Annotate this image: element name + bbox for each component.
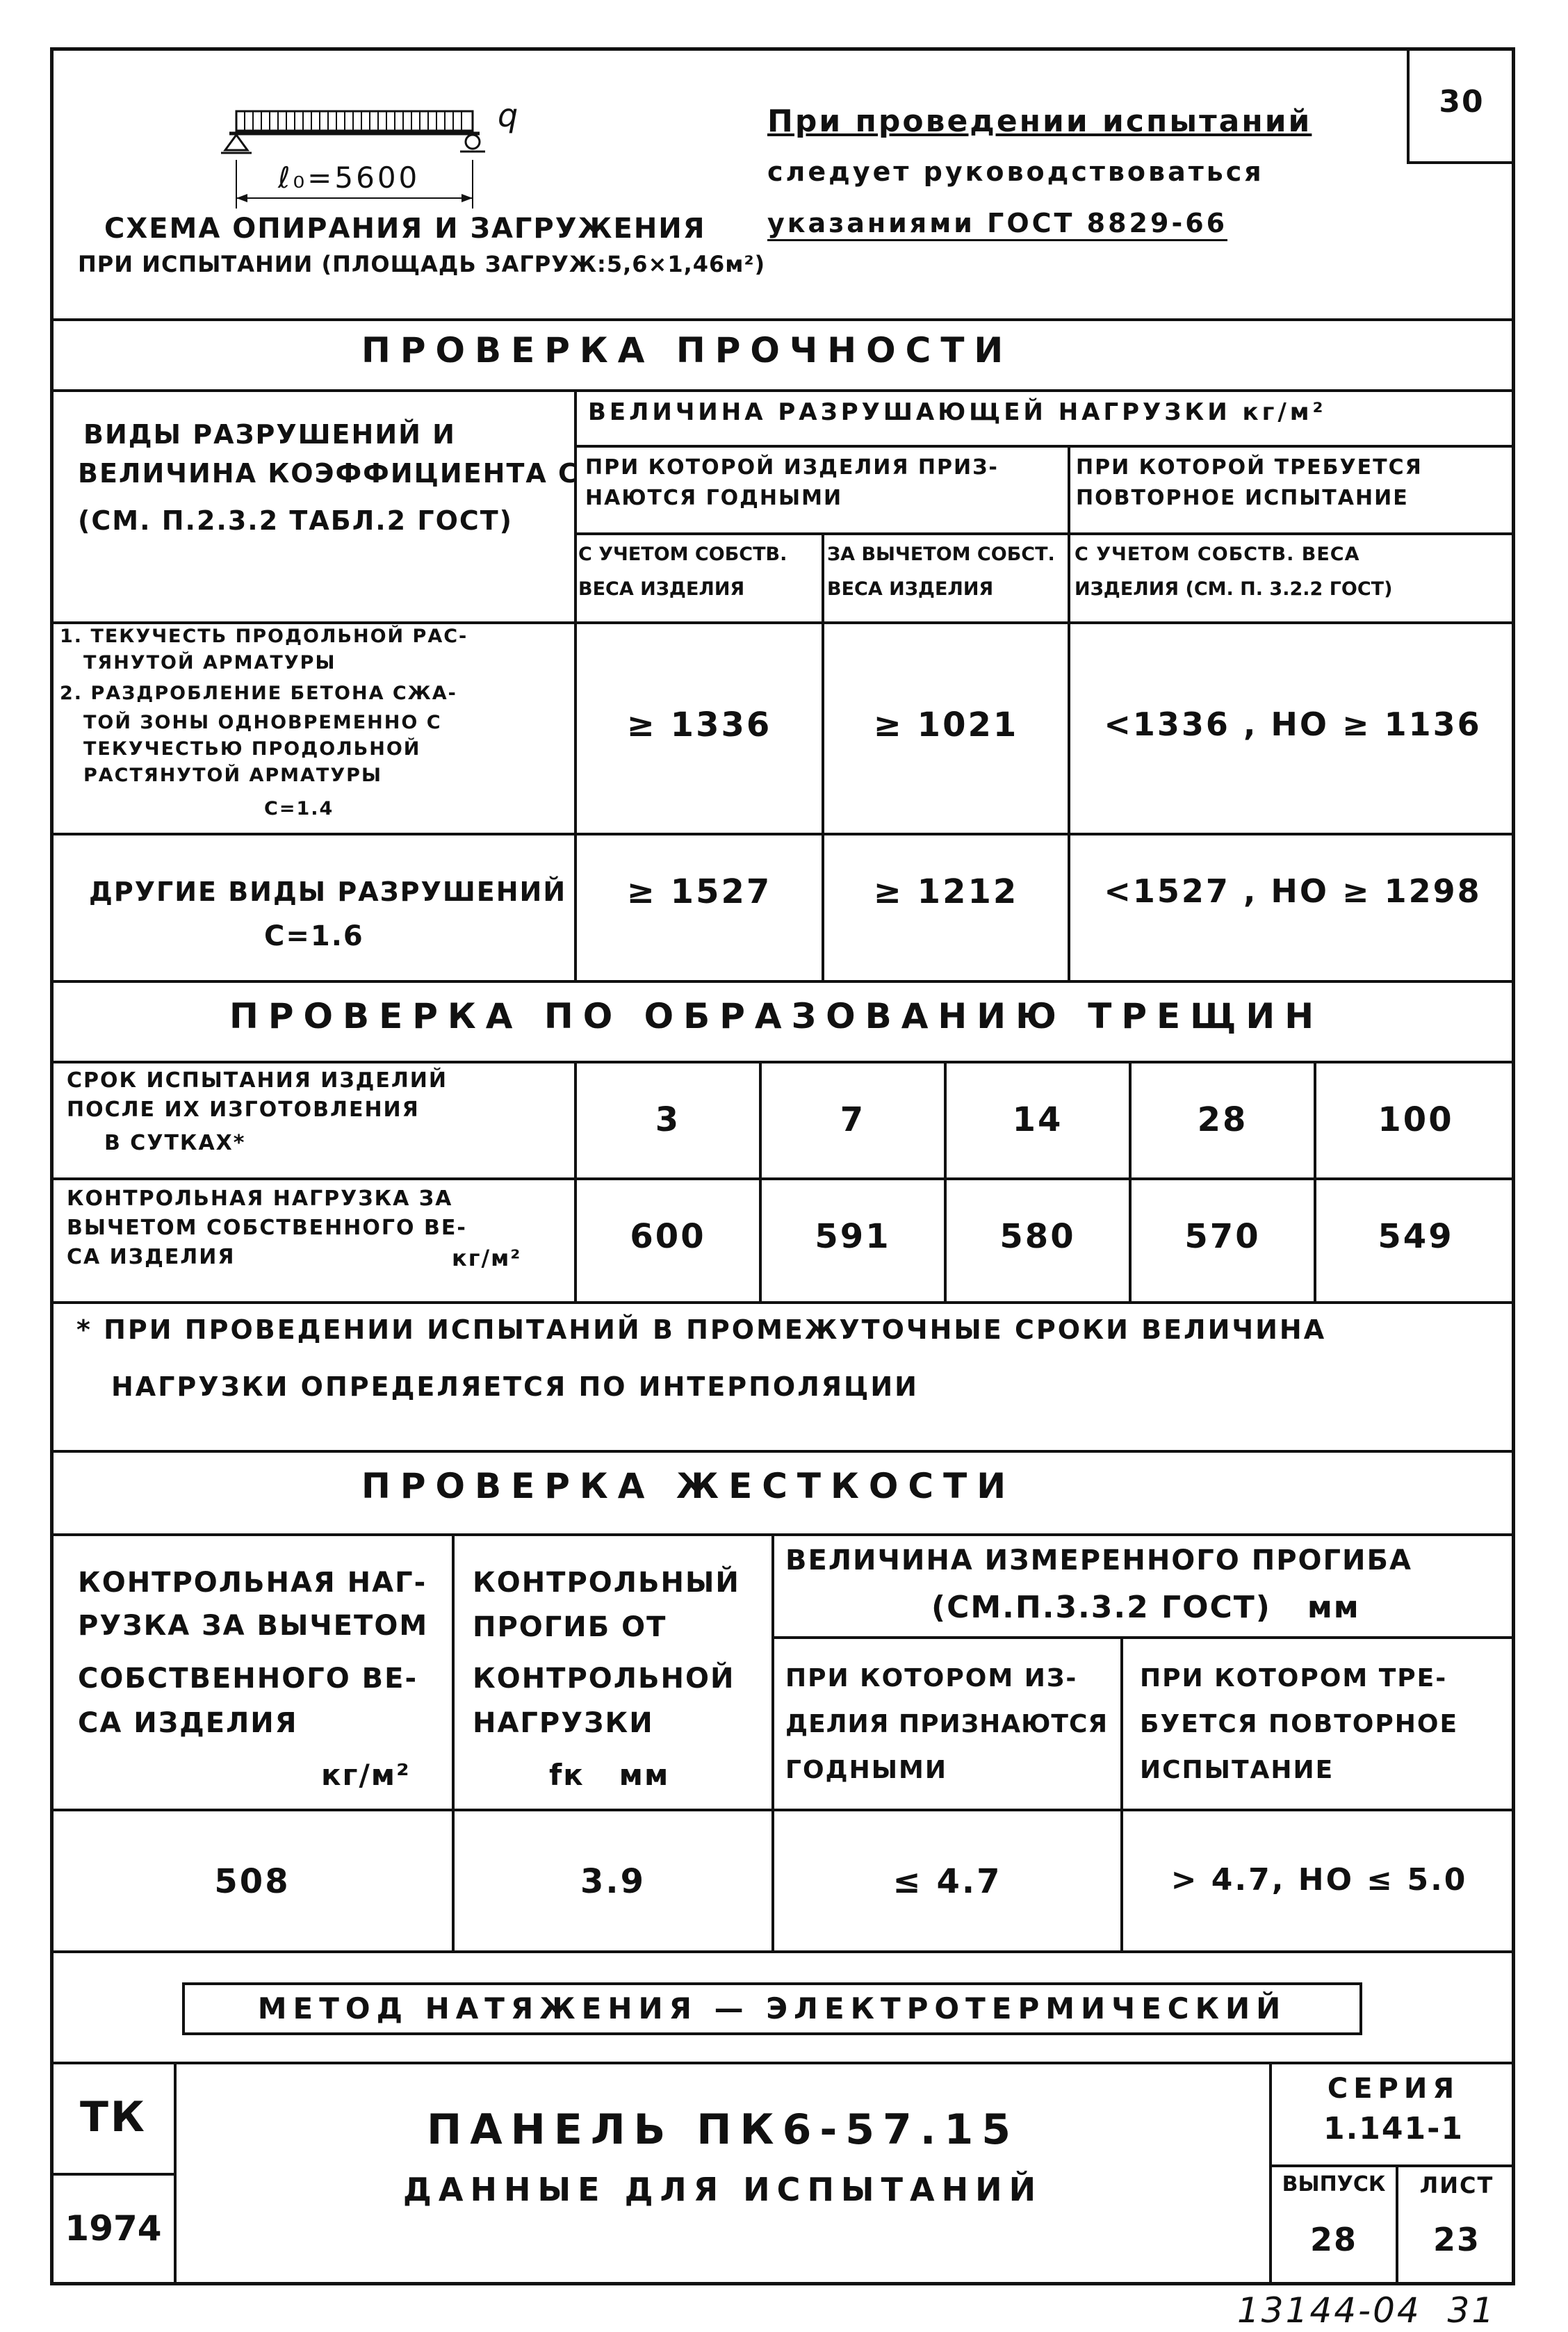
stiffness-value-fit: ≤ 4.7 (892, 1862, 1002, 1901)
stiffness-col3a: ДЕЛИЯ ПРИЗНАЮТСЯ (785, 1710, 1109, 1738)
strength-row2-desc: С=1.6 (264, 920, 364, 952)
cracks-row1-label: СРОК ИСПЫТАНИЯ ИЗДЕЛИЙ (67, 1068, 448, 1093)
stiffness-col2: КОНТРОЛЬНОЙ (473, 1663, 735, 1695)
stamp-series-label: СЕРИЯ (1327, 2073, 1460, 2105)
schema-load-label: q (498, 97, 520, 134)
strength-grid (574, 532, 1515, 535)
stiffness-value-load: 508 (214, 1862, 291, 1901)
strength-title: ПРОВЕРКА ПРОЧНОСТИ (361, 330, 1013, 370)
strength-col-types-2: ВЕЛИЧИНА КОЭФФИЦИЕНТА С (78, 458, 579, 489)
strength-sub-without-1: ЗА ВЫЧЕТОМ СОБСТ. (827, 544, 1055, 565)
cracks-day-100: 100 (1378, 1100, 1454, 1139)
cracks-grid (759, 1061, 762, 1301)
stiffness-grid (50, 1809, 1515, 1811)
stiffness-col3b: ПРИ КОТОРОМ ТРЕ- (1140, 1664, 1448, 1693)
strength-sub-retest-2: ИЗДЕЛИЯ (СМ. П. 3.2.2 ГОСТ) (1075, 578, 1393, 600)
stiffness-col3b: ИСПЫТАНИЕ (1140, 1756, 1334, 1784)
stiffness-col3-title: (СМ.П.3.3.2 ГОСТ) мм (931, 1590, 1360, 1625)
stiffness-value-deflection: 3.9 (580, 1862, 646, 1901)
divider (50, 980, 1515, 983)
stamp-title: ПАНЕЛЬ ПК6-57.15 (427, 2105, 1019, 2154)
cracks-day-3: 3 (655, 1100, 681, 1139)
cracks-day-28: 28 (1197, 1100, 1248, 1139)
stamp-sheet-label: ЛИСТ (1419, 2172, 1494, 2199)
stiffness-grid (771, 1636, 1515, 1639)
schema-span-label: ℓ₀=5600 (278, 161, 420, 195)
cracks-row2-label: СА ИЗДЕЛИЯ (67, 1245, 236, 1269)
divider (50, 389, 1515, 392)
stiffness-col2: ПРОГИБ ОТ (473, 1611, 667, 1643)
strength-row1-retest: <1336 , НО ≥ 1136 (1104, 706, 1482, 743)
stamp-subtitle: ДАННЫЕ ДЛЯ ИСПЫТАНИЙ (402, 2171, 1043, 2208)
strength-row2-retest: <1527 , НО ≥ 1298 (1104, 872, 1482, 910)
cracks-note-2: НАГРУЗКИ ОПРЕДЕЛЯЕТСЯ ПО ИНТЕРПОЛЯЦИИ (111, 1371, 919, 1402)
stamp-sheet: 23 (1432, 2221, 1480, 2258)
stiffness-grid (1120, 1636, 1123, 1950)
cracks-grid (944, 1061, 947, 1301)
cracks-note-1: * ПРИ ПРОВЕДЕНИИ ИСПЫТАНИЙ В ПРОМЕЖУТОЧНЫЕ СРОКИ ВЕЛИЧИНА (76, 1314, 1327, 1345)
stiffness-col2: НАГРУЗКИ (473, 1707, 654, 1739)
stamp-grid (50, 2173, 175, 2176)
stamp-grid (1269, 2164, 1515, 2167)
strength-row2-desc: ДРУГИЕ ВИДЫ РАЗРУШЕНИЙ (89, 876, 567, 907)
cracks-row2-label: ВЫЧЕТОМ СОБСТВЕННОГО ВЕ- (67, 1216, 467, 1240)
strength-row2-without: ≥ 1212 (873, 872, 1019, 911)
strength-grid (50, 621, 1515, 624)
stiffness-col3a: ПРИ КОТОРОМ ИЗ- (785, 1664, 1078, 1693)
stiffness-col3b: БУЕТСЯ ПОВТОРНОЕ (1140, 1710, 1459, 1738)
strength-grid (822, 532, 824, 980)
strength-row1-desc: ТОЙ ЗОНЫ ОДНОВРЕМЕННО С (83, 712, 442, 733)
strength-row1-desc: ТЕКУЧЕСТЬЮ ПРОДОЛЬНОЙ (83, 738, 421, 760)
strength-col-fit-1: ПРИ КОТОРОЙ ИЗДЕЛИЯ ПРИЗ- (585, 455, 999, 480)
cracks-load-7: 591 (815, 1217, 891, 1256)
schema-caption-1: СХЕМА ОПИРАНИЯ И ЗАГРУЖЕНИЯ (104, 213, 706, 245)
strength-sub-without-2: ВЕСА ИЗДЕЛИЯ (827, 578, 994, 600)
stiffness-col3a: ГОДНЫМИ (785, 1756, 947, 1784)
cracks-title: ПРОВЕРКА ПО ОБРАЗОВАНИЮ ТРЕЩИН (229, 996, 1324, 1036)
stamp-issue: 28 (1309, 2221, 1357, 2258)
cracks-load-3: 600 (630, 1217, 706, 1256)
strength-grid (574, 445, 1515, 448)
cracks-row2-unit: кг/м² (452, 1245, 522, 1271)
cracks-grid (50, 1177, 1515, 1180)
stiffness-value-retest: > 4.7, НО ≤ 5.0 (1170, 1862, 1468, 1898)
strength-col-types-1: ВИДЫ РАЗРУШЕНИЙ И (83, 419, 456, 450)
divider (50, 1533, 1515, 1536)
strength-row2-with: ≥ 1527 (626, 872, 772, 911)
cracks-day-7: 7 (840, 1100, 866, 1139)
strength-sub-retest-1: С УЧЕТОМ СОБСТВ. ВЕСА (1075, 544, 1360, 565)
instructions-line-1: При проведении испытаний (767, 104, 1312, 139)
sheet-corner-number: 30 (1439, 84, 1485, 120)
stiffness-col3-title: ВЕЛИЧИНА ИЗМЕРЕННОГО ПРОГИБА (785, 1544, 1412, 1576)
handwritten-footer: 13144-04 31 (1237, 2290, 1496, 2331)
cracks-row2-label: КОНТРОЛЬНАЯ НАГРУЗКА ЗА (67, 1187, 453, 1211)
stiffness-col1: РУЗКА ЗА ВЫЧЕТОМ (78, 1610, 429, 1642)
divider (50, 318, 1515, 321)
cracks-grid (50, 1301, 1515, 1304)
cracks-load-28: 570 (1184, 1217, 1261, 1256)
strength-row1-with: ≥ 1336 (626, 706, 772, 744)
cracks-load-14: 580 (999, 1217, 1076, 1256)
divider (50, 1950, 1515, 1953)
strength-col-retest-2: ПОВТОРНОЕ ИСПЫТАНИЕ (1076, 486, 1409, 510)
method-text: МЕТОД НАТЯЖЕНИЯ — ЭЛЕКТРОТЕРМИЧЕСКИЙ (257, 1991, 1287, 2025)
stamp-org: ТК (80, 2093, 147, 2142)
strength-sub-with-1: С УЧЕТОМ СОБСТВ. (578, 544, 787, 565)
stiffness-col2-unit: fк мм (549, 1758, 670, 1792)
stiffness-col1: СА ИЗДЕЛИЯ (78, 1707, 298, 1739)
cracks-day-14: 14 (1012, 1100, 1063, 1139)
sheet-frame (50, 47, 1515, 2285)
cracks-grid (1314, 1061, 1316, 1301)
strength-col-retest-1: ПРИ КОТОРОЙ ТРЕБУЕТСЯ (1076, 455, 1423, 480)
stamp-issue-label: ВЫПУСК (1282, 2172, 1386, 2196)
instructions-line-2: следует руководствоваться (767, 156, 1264, 187)
strength-col-types-3: (СМ. П.2.3.2 ТАБЛ.2 ГОСТ) (78, 505, 514, 536)
stiffness-col1: КОНТРОЛЬНАЯ НАГ- (78, 1567, 427, 1599)
stamp-year: 1974 (65, 2208, 162, 2249)
cracks-load-100: 549 (1378, 1217, 1454, 1256)
cracks-row1-label: В СУТКАХ* (104, 1131, 246, 1155)
stiffness-col1: СОБСТВЕННОГО ВЕ- (78, 1663, 418, 1695)
strength-load-title: ВЕЛИЧИНА РАЗРУШАЮЩЕЙ НАГРУЗКИ кг/м² (588, 398, 1327, 426)
cracks-grid (1129, 1061, 1132, 1301)
instructions-line-3: указаниями ГОСТ 8829-66 (767, 209, 1227, 241)
strength-sub-with-2: ВЕСА ИЗДЕЛИЯ (578, 578, 745, 600)
stamp-series: 1.141-1 (1323, 2111, 1464, 2146)
divider (50, 1061, 1515, 1063)
stiffness-title: ПРОВЕРКА ЖЕСТКОСТИ (361, 1466, 1016, 1506)
schema-caption-2: ПРИ ИСПЫТАНИИ (ПЛОЩАДЬ ЗАГРУЖ:5,6×1,46м²) (78, 251, 766, 277)
cracks-grid (574, 1061, 577, 1301)
strength-row1-desc: С=1.4 (264, 798, 334, 820)
divider (50, 1450, 1515, 1453)
strength-row1-without: ≥ 1021 (873, 706, 1019, 744)
strength-row1-desc: 2. РАЗДРОБЛЕНИЕ БЕТОНА СЖА- (60, 683, 457, 704)
stiffness-col1-unit: кг/м² (321, 1758, 411, 1792)
strength-col-fit-2: НАЮТСЯ ГОДНЫМИ (585, 486, 843, 510)
strength-row1-desc: ТЯНУТОЙ АРМАТУРЫ (83, 652, 336, 674)
strength-row1-desc: 1. ТЕКУЧЕСТЬ ПРОДОЛЬНОЙ РАС- (60, 626, 468, 647)
strength-row1-desc: РАСТЯНУТОЙ АРМАТУРЫ (83, 765, 382, 786)
cracks-row1-label: ПОСЛЕ ИХ ИЗГОТОВЛЕНИЯ (67, 1098, 420, 1122)
strength-grid (50, 833, 1515, 835)
divider (50, 2062, 1515, 2064)
stiffness-col2: КОНТРОЛЬНЫЙ (473, 1567, 740, 1599)
